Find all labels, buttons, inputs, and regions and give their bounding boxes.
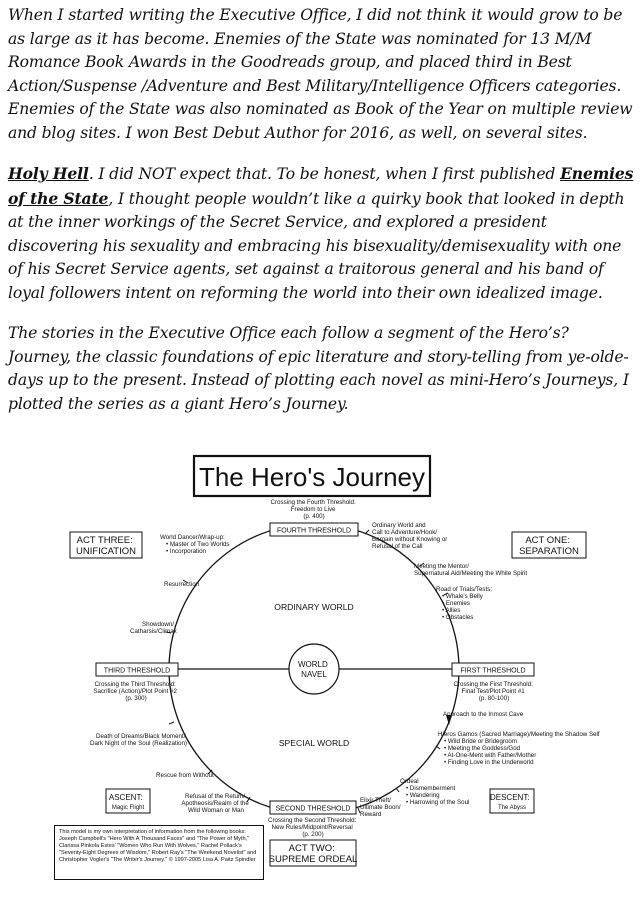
resurrection-note: Resurrection [164,581,200,588]
world-navel-label: WORLD NAVEL [297,660,328,679]
crossing-third-note: Crossing the Third Threshold: Sacrifice (Action)/Plot Point #2 (p. 300) [93,681,177,702]
fourth-threshold-note: Crossing the Fourth Threshold: Freedom to Live (p. 400) [270,499,356,520]
crossing-first-note: Crossing the First Threshold: Final Test/Plot Point #1 (p. 80-100) [453,681,533,702]
ascent-label: ASCENT: Magic Flight [108,793,145,811]
second-threshold-label: SECOND THRESHOLD [275,805,351,813]
rescue-note: Rescue from Without [156,772,214,779]
ordinary-world-label: ORDINARY WORLD [274,602,354,612]
act-two-label: ACT TWO: SUPREME ORDEAL [268,843,358,865]
paragraph-heros-journey: The stories in the Executive Office each follow a segment of the Hero’s? Journey, the classic foundations of epic literature and story-telling from ye-olde-days up to the present. Instead of plotting each novel as mini-Hero’s Journeys, I plotted the series as a giant Hero’s Journey. [8,324,629,413]
act-one-label: ACT ONE: SEPARATION [519,535,579,557]
world-dancer-note: World Dancer/Wrap-up: • Master of Two Worlds • Incorporation [160,534,230,555]
ordeal-note: Ordeal • Dismemberment • Wandering • Harrowing of the Soul [400,778,470,806]
special-world-label: SPECIAL WORLD [278,738,350,748]
paragraph-holy-hell-text-1: . I did NOT expect that. To be honest, when I first published [88,165,561,183]
death-of-dreams-note: Death of Dreams/Black Moment/ Dark Night of the Soul (Realization) [90,733,187,747]
first-threshold-label: FIRST THRESHOLD [460,667,526,675]
ordinary-world-call-note: Ordinary World and Call to Adventure/Hook/ Bargain without Knowing or Refusal of the Call [372,522,448,550]
fourth-threshold-label: FOURTH THRESHOLD [276,527,352,535]
crossing-second-note: Crossing the Second Threshold: New Rules/Midpoint/Reversal (p. 200) [267,817,357,838]
meeting-mentor-note: Meeting the Mentor/ Supernatural Aid/Meeting the White Spirit [414,563,528,577]
diagram-source-caption: This model is my own interpretation of information from the following books: Joseph Campbell's "Hero With A Thousand Faces" and "The Power of Myth," Clarissa Pinkola Estes' "Women Who Run With Wolves," Rachel Pollack's "Seventy-Eight Degrees of Wisdom," Robert Ray's "The Weekend Novelist" and Christopher Vogler's "The Writer's Journey." © 1997-2005 Lisa A. Paitz Spindler [54,825,264,880]
elixir-note: Elixir Theft/ Ultimate Boon/ Reward [360,797,401,818]
article-body [8,4,634,433]
paragraph-awards: When I started writing the Executive Office, I did not think it would grow to be as large as it has become. Enemies of the State was nominated for 13 M/M Romance Book Awards in the Goodreads group, and placed third in Best Action/Suspense /Adventure and Best Military/Intelligence Officers categories. Enemies of the State was also nominated as Book of the Year on multiple review and blog sites. I won Best Debut Author for 2016, as well, on several sites. [8,6,633,142]
approach-note: Approach to the Inmost Cave [443,711,524,718]
third-threshold-label: THIRD THRESHOLD [103,667,171,675]
enemies-of-the-state-link[interactable]: Enemies of the State [8,164,634,208]
road-of-trials-note: Road of Trials/Tests: • Whale's Belly • Enemies • Allies • Obstacles [436,586,493,621]
holy-hell-link[interactable]: Holy Hell [8,164,89,183]
showdown-note: Showdown/ Catharsis/Climax [130,621,177,635]
paragraph-holy-hell-text-2: , I thought people wouldn’t like a quirky book that looked in depth at the inner workings of the Secret Service, and explored a president discovering his sexuality and embracing his bisexuality/demisexuality with one of his Secret Service agents, set against a traitorous general and his band of loyal followers intent on reforming the world into their own idealized image. [8,189,625,302]
paragraph-holy-hell [8,162,634,305]
act-three-label: ACT THREE: UNIFICATION [76,535,136,557]
world-navel-circle [289,644,339,694]
refusal-return-note: Refusal of the Return/ Apotheosis/Realm of the Wild Woman or Man [181,793,249,814]
diagram-title: The Hero's Journey [198,462,426,492]
descent-label: DESCENT: The Abyss [489,793,530,811]
hieros-gamos-note: Hieros Gamos (Sacred Marriage)/Meeting the Shadow Self • Wild Bride or Bridegroom • Meeting the Goddess/God • At-One-Ment with Father/Mother • Finding Love in the Underworld [438,731,600,766]
